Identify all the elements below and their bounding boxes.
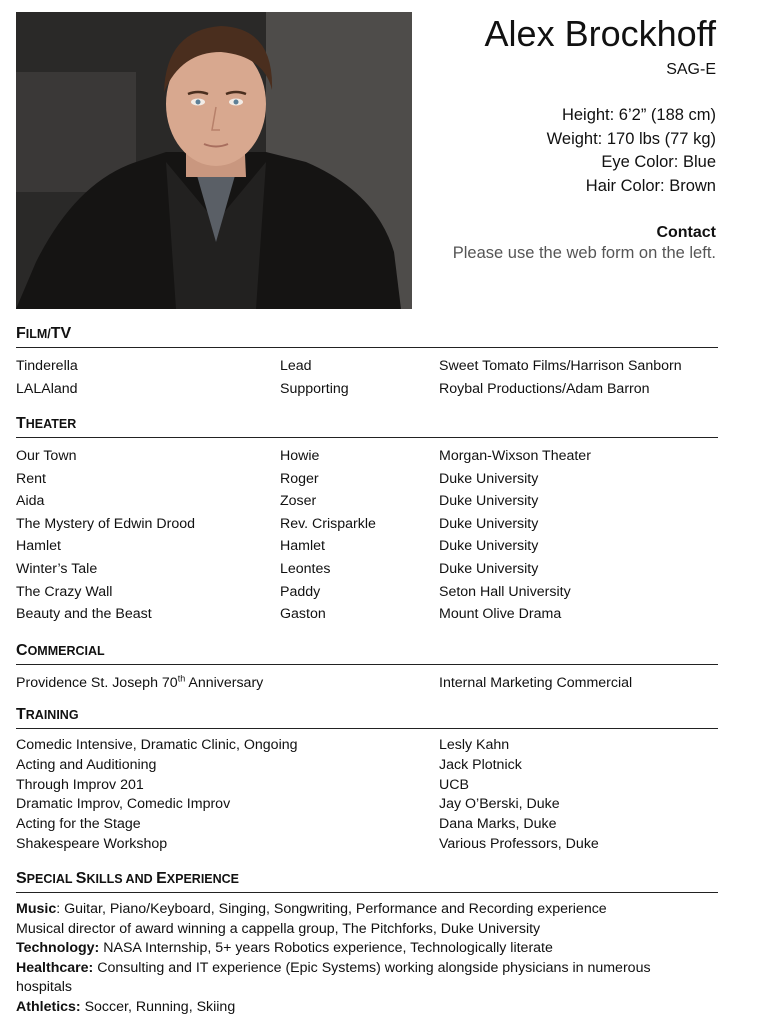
credit-title: LALAland xyxy=(16,380,78,397)
credit-role: Howie xyxy=(280,448,320,464)
section-title-theater: THEATER xyxy=(16,414,718,438)
credit-company: Roybal Productions/Adam Barron xyxy=(439,380,650,397)
training-instructor: Lesly Kahn xyxy=(439,737,510,753)
training-course: Shakespeare Workshop xyxy=(16,835,168,852)
credit-role: Paddy xyxy=(280,583,321,600)
table-row xyxy=(16,795,718,815)
table-row xyxy=(16,776,718,796)
table-row xyxy=(16,603,718,626)
credit-company: Duke University xyxy=(439,470,539,487)
table-row xyxy=(16,513,718,536)
headshot-photo xyxy=(16,12,412,309)
contact-heading: Contact xyxy=(656,224,716,241)
training-course: Comedic Intensive, Dramatic Clinic, Ongoing xyxy=(16,737,298,753)
skill-technology: Technology: NASA Internship, 5+ years Robotics experience, Technologically literate xyxy=(16,940,553,957)
theater-section xyxy=(16,414,718,626)
credit-role: Roger xyxy=(280,470,319,487)
hair-color-stat: Hair Color: Brown xyxy=(585,176,716,195)
credit-company: Duke University xyxy=(439,515,539,532)
skill-healthcare-continued: hospitals xyxy=(16,979,72,996)
table-row xyxy=(16,490,718,513)
credit-title: Tinderella xyxy=(16,358,78,374)
credit-company: Sweet Tomato Films/Harrison Sanborn xyxy=(439,358,682,374)
credit-company: Mount Olive Drama xyxy=(439,606,562,623)
credit-company: Duke University xyxy=(439,560,539,577)
skill-music-detail: Musical director of award winning a cappella group, The Pitchforks, Duke University xyxy=(16,920,541,937)
table-row xyxy=(16,468,718,491)
union-affiliation: SAG-E xyxy=(666,61,716,78)
credit-title: Aida xyxy=(16,493,45,510)
credit-role: Leontes xyxy=(280,560,331,577)
training-instructor: UCB xyxy=(439,776,469,793)
contact-note: Please use the web form on the left. xyxy=(452,244,716,262)
skill-athletics: Athletics: Soccer, Running, Skiing xyxy=(16,998,236,1015)
training-instructor: Jay O’Berski, Duke xyxy=(439,796,560,813)
credit-company: Duke University xyxy=(439,493,539,510)
credit-title: Winter’s Tale xyxy=(16,560,98,577)
credit-role: Hamlet xyxy=(280,538,325,555)
table-row xyxy=(16,558,718,581)
table-row xyxy=(16,445,718,468)
credit-title: Hamlet xyxy=(16,538,61,555)
physical-stats xyxy=(547,104,716,198)
credit-role: Supporting xyxy=(280,380,349,397)
film-tv-section xyxy=(16,324,718,400)
commercial-type: Internal Marketing Commercial xyxy=(439,675,633,691)
actor-name: Alex Brockhoff xyxy=(484,13,716,54)
table-row xyxy=(16,672,718,695)
section-title-skills: SPECIAL SKILLS AND EXPERIENCE xyxy=(16,869,718,893)
table-row xyxy=(16,756,718,776)
table-row xyxy=(16,355,718,378)
credit-title: Beauty and the Beast xyxy=(16,606,152,623)
commercial-section xyxy=(16,641,718,695)
credit-title: Our Town xyxy=(16,448,77,464)
section-title-commercial: COMMERCIAL xyxy=(16,641,718,665)
table-row xyxy=(16,378,718,401)
table-row xyxy=(16,535,718,558)
table-row xyxy=(16,815,718,835)
credit-role: Lead xyxy=(280,358,312,374)
credit-company: Duke University xyxy=(439,538,539,555)
section-title-training: TRAINING xyxy=(16,705,718,729)
training-course: Through Improv 201 xyxy=(16,776,144,793)
training-instructor: Various Professors, Duke xyxy=(439,835,599,852)
credit-title: The Crazy Wall xyxy=(16,583,113,600)
weight-stat: Weight: 170 lbs (77 kg) xyxy=(546,129,716,148)
training-instructor: Dana Marks, Duke xyxy=(439,816,557,833)
training-course: Acting for the Stage xyxy=(16,816,141,833)
credit-role: Rev. Crisparkle xyxy=(280,515,376,532)
eye-color-stat: Eye Color: Blue xyxy=(601,153,716,171)
table-row xyxy=(16,581,718,604)
credit-company: Seton Hall University xyxy=(439,583,571,600)
training-course: Acting and Auditioning xyxy=(16,756,157,773)
credit-title: The Mystery of Edwin Drood xyxy=(16,515,195,532)
skills-section xyxy=(16,869,718,1018)
training-course: Dramatic Improv, Comedic Improv xyxy=(16,796,231,813)
table-row xyxy=(16,835,718,855)
skill-music: Music: Guitar, Piano/Keyboard, Singing, Songwriting, Performance and Recording experience xyxy=(16,901,607,917)
credit-title: Rent xyxy=(16,470,46,487)
table-row xyxy=(16,736,718,756)
commercial-name: Providence St. Joseph 70th Anniversary xyxy=(16,673,264,691)
section-title-film-tv: FILM/TV xyxy=(16,324,718,348)
credit-role: Zoser xyxy=(280,493,317,510)
training-instructor: Jack Plotnick xyxy=(439,756,522,773)
credit-role: Gaston xyxy=(280,606,326,623)
skill-healthcare: Healthcare: Consulting and IT experience (Epic Systems) working alongside physicians in numerous xyxy=(16,959,651,976)
training-section xyxy=(16,705,718,855)
credit-company: Morgan-Wixson Theater xyxy=(439,448,591,464)
height-stat: Height: 6’2” (188 cm) xyxy=(561,106,716,124)
